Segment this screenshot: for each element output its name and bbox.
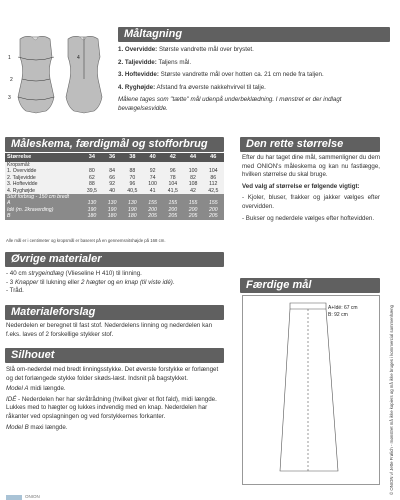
material-suggestion-text: Nederdelen er beregnet til fast stof. Nederdelens linning og nederdelen kan f.eks. laves of 2 forskellige stykker stof. <box>6 322 213 338</box>
finished-line-a: A+Idé: 67 cm <box>328 305 358 311</box>
footer-logo-bar <box>6 495 22 500</box>
table-row: 4. Ryghøjde 39,5 40 40,5 41 41,5 42 42,5 <box>5 188 224 194</box>
table-row: A 130 130 130 155 155 155 155 <box>5 200 224 206</box>
table-row: Idé (m. 2kraverding) 190 190 190 200 200 200 200 <box>5 207 224 213</box>
material-suggestion-header: Materialeforslag <box>5 305 224 320</box>
table-row: B 180 180 180 205 205 205 205 <box>5 213 224 219</box>
table-row: 2. Taljevidde 62 66 70 74 78 82 86 <box>5 175 224 181</box>
other-materials-list: - 40 cm strygeindlæg (Vlieseline H 410) til linning. - 3 Knapper til lukning eller 2 hægter og en knap (til viste idé). - Tråd. <box>6 270 175 295</box>
fig-label-1: 1 <box>8 55 11 61</box>
fig-label-2: 2 <box>10 77 13 83</box>
svg-text:© ONION v/ Jette Frølich - møn: © ONION v/ Jette Frølich - mønstret må ikke kopiers og må ikke bruges i kommercial sammenhæng <box>389 305 394 495</box>
other-materials-header: Øvrige materialer <box>5 252 224 267</box>
table-row: 1. Overvidde 80 84 88 92 96 100 104 <box>5 168 224 174</box>
measuring-list: 1. Overvidde: Største vandrette mål over brystet. 2. Taljevidde: Taljens mål. 3. Hoftevidde: Største vandrette mål over hotten ca. 21 cm nede fra taljen. 4. Ryghøjde: Afstand fra øverste nakkehvirvel til talje. Målene tages som "tætte" mål udenpå underbeklædning. I mønstret er der indlagt bevægelsesvidde. <box>118 46 342 112</box>
silhouette-text: Slå om-nederdel med bredt linningsstykke. Det øverste forstykke er forlænget og det forlængede stykke folder skøds-læst. Indsnit på bagstykket. Model A midi længde. IDÉ - Nederdelen her har skråtrådning (hvilket giver et flot fald), midi længde. Lukkes med to hægter og lukkes indvendig med en knap. Nederdelen har råkanter ved opslagningen og ved forstykkernes forkanter. Model B maxi længde. <box>6 366 219 431</box>
right-size-header: Den rette størrelse <box>240 137 380 152</box>
right-size-text: Efter du har taget dine mål, sammenligner du dem med ONION's måleskema og kan nu fastlægge, hvilken størrelse du skal bruge. Ved valg af størrelse er følgende vigtigt: - Kjoler, bluser, frakker og jakker vælges efter overvidden. - Bukser og nederdele vælges efter hoftevidden. <box>242 154 380 222</box>
body-measure-figure <box>4 27 114 127</box>
measuring-header: Måltagning <box>118 27 390 42</box>
silhouette-header: Silhouet <box>5 348 224 363</box>
finished-header: Færdige mål <box>240 278 380 293</box>
table-row: 3. Hoftevidde 88 92 96 100 104 108 112 <box>5 181 224 187</box>
size-chart-table: Størrelse 34 36 38 40 42 44 46 Kropsmål: 1. Overvidde 80 84 88 92 96 100 104 2. Taljevidde 62 66 70 74 78 82 86 3. Hoftevidde 88 92 96 100 104 108 112 4. Ryghøjde 39,5 40 40,5 41 41,5 42 42,5 Stof forbrug - 150 cm bredt A 130 130 130 155 155 155 155 Idé (m. 2kraverding) 190 190 190 200 200 200 200 B 180 180 180 205 205 205 205 <box>5 153 224 220</box>
footer-logo: ONION <box>25 494 40 499</box>
fig-label-3: 3 <box>8 95 11 101</box>
copyright-vertical <box>386 250 396 495</box>
measuring-note: Målene tages som "tætte" mål udenpå underbeklædning. I mønstret er der indlagt bevægelsesvidde. <box>118 96 342 112</box>
size-chart-footnote: Alle mål er i centimeter og kropsmål er baseret på en gennemsnitshøjde på 168 cm. <box>6 238 166 243</box>
skirt-figure <box>242 295 380 485</box>
finished-line-b: B: 92 cm <box>328 312 348 318</box>
fig-label-4: 4 <box>77 55 80 61</box>
size-chart-header: Måleskema, færdigmål og stofforbrug <box>5 137 224 152</box>
